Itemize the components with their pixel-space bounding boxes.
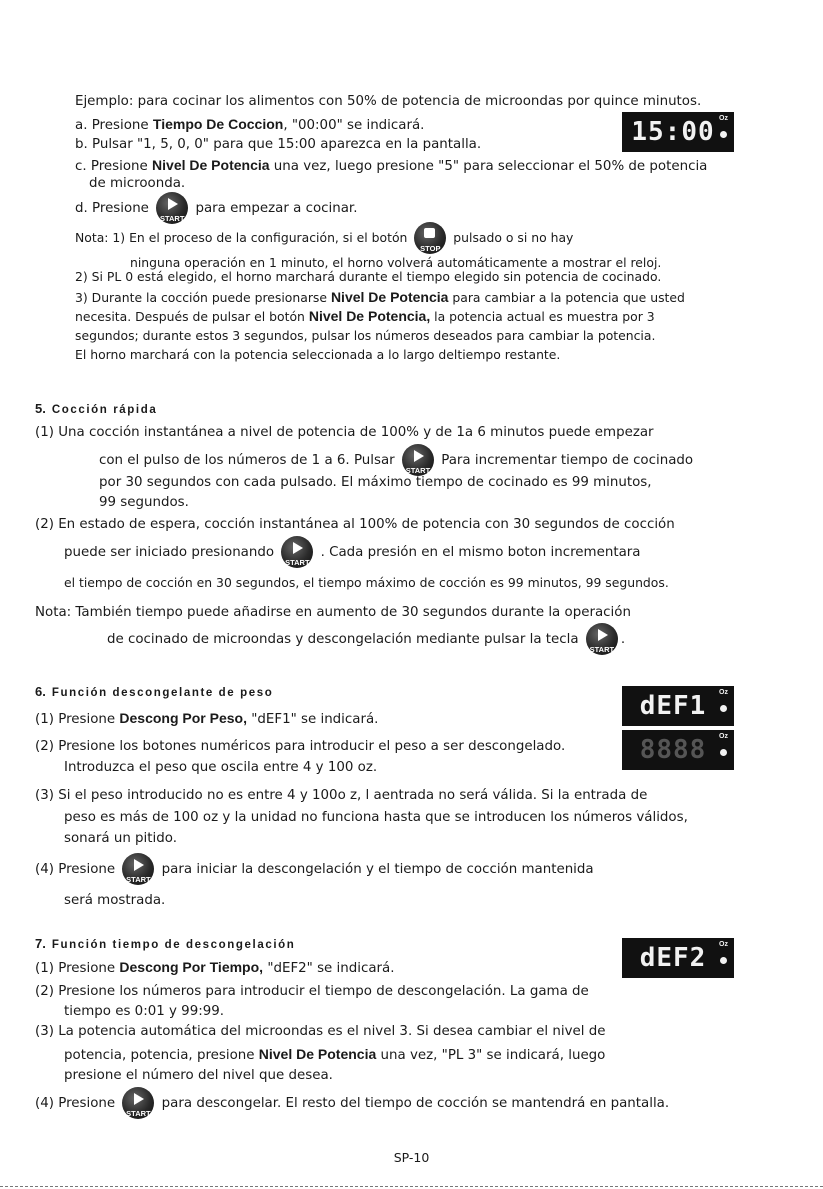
start-button-icon: START [156,192,188,224]
start-button-icon: START [122,1087,154,1119]
intro-line: Ejemplo: para cocinar los alimentos con 50% de potencia de microondas por quince minutos. [75,94,702,109]
section-5-heading: 5. Cocción rápida [35,401,158,416]
step-b: b. Pulsar "1, 5, 0, 0" para que 15:00 aparezca en la pantalla. [75,137,482,152]
indicator-dot-icon [720,957,727,964]
oz-indicator: Oz [719,941,728,948]
section-7-p3: (3) La potencia automática del microondas es el nivel 3. Si desea cambiar el nivel de [35,1024,606,1039]
section-6-p3-cont: sonará un pitido. [64,831,177,846]
section-6-heading: 6. Función descongelante de peso [35,684,274,699]
display-readout: dEF2 [639,943,707,973]
section-5-p1: (1) Una cocción instantánea a nivel de potencia de 100% y de 1a 6 minutos puede empezar [35,425,654,440]
indicator-dot-icon [720,705,727,712]
section-5-p1-cont: por 30 segundos con cada pulsado. El máximo tiempo de cocinado es 99 minutos, [99,475,652,490]
section-5-p1-cont: 99 segundos. [99,495,189,510]
section-7-p2: (2) Presione los números para introducir el tiempo de descongelación. La gama de [35,984,589,999]
section-7-heading: 7. Función tiempo de descongelación [35,936,296,951]
key-descong-por-peso: Descong Por Peso, [119,710,247,726]
display-readout: 15:00 [631,117,715,147]
display-panel-1 [622,112,734,152]
section-6-p4-cont: será mostrada. [64,893,166,908]
step-a: a. Presione Tiempo De Coccion, "00:00" se indicará. [75,116,425,133]
section-7-p2-cont: tiempo es 0:01 y 99:99. [64,1004,225,1019]
section-7-p1: (1) Presione Descong Por Tiempo, "dEF2" se indicará. [35,959,395,976]
start-button-icon: START [402,444,434,476]
key-nivel-de-potencia: Nivel De Potencia [258,1046,377,1062]
display-readout: 8888 [639,735,707,765]
section-5-nota-cont: de cocinado de microondas y descongelación mediante pulsar la tecla START . [107,631,625,649]
key-nivel-de-potencia: Nivel De Potencia, [308,308,431,324]
start-button-icon: START [586,623,618,655]
nota-3-cont: necesita. Después de pulsar el botón Nivel De Potencia, la potencia actual es muestra por 3 [75,308,655,324]
section-7-p4: (4) Presione START para descongelar. El resto del tiempo de cocción se mantendrá en pantalla. [35,1095,669,1113]
section-7-p3-cont: potencia, potencia, presione Nivel De Potencia una vez, "PL 3" se indicará, luego [64,1046,606,1063]
section-5-p2-cont: el tiempo de cocción en 30 segundos, el tiempo máximo de cocción es 99 minutos, 99 segundos. [64,575,669,590]
stop-button-icon: STOP [414,222,446,254]
section-7-p3-cont: presione el número del nivel que desea. [64,1068,333,1083]
display-panel-3 [622,730,734,770]
nota-3-cont: El horno marchará con la potencia seleccionada a lo largo deltiempo restante. [75,347,561,362]
section-6-p2: (2) Presione los botones numéricos para introducir el peso a ser descongelado. [35,739,566,754]
nota-2: 2) Si PL 0 está elegido, el horno marchará durante el tiempo elegido sin potencia de cocinado. [75,269,662,284]
step-c: c. Presione Nivel De Potencia una vez, luego presione "5" para seleccionar el 50% de potencia [75,157,708,174]
section-5-nota: Nota: También tiempo puede añadirse en aumento de 30 segundos durante la operación [35,605,631,620]
section-6-p1: (1) Presione Descong Por Peso, "dEF1" se indicará. [35,710,379,727]
nota-1-cont: ninguna operación en 1 minuto, el horno volverá automáticamente a mostrar el reloj. [130,255,662,270]
section-5-p1-cont: con el pulso de los números de 1 a 6. Pulsar START Para incrementar tiempo de cocinado [99,452,693,470]
nota-3-cont: segundos; durante estos 3 segundos, pulsar los números deseados para cambiar la potencia. [75,328,656,343]
section-5-p2-cont: puede ser iniciado presionando START . Cada presión en el mismo boton incrementara [64,544,641,562]
oz-indicator: Oz [719,115,728,122]
section-6-p4: (4) Presione START para iniciar la descongelación y el tiempo de cocción mantenida [35,861,594,879]
section-6-p2-cont: Introduzca el peso que oscila entre 4 y 100 oz. [64,760,378,775]
indicator-dot-icon [720,131,727,138]
step-d: d. Presione START para empezar a cocinar. [75,200,357,218]
display-panel-2 [622,686,734,726]
section-6-p3: (3) Si el peso introducido no es entre 4 y 100o z, l aentrada no será válida. Si la entrada de [35,788,648,803]
start-button-icon: START [281,536,313,568]
section-5-p2: (2) En estado de espera, cocción instantánea al 100% de potencia con 30 segundos de cocción [35,517,675,532]
step-c-cont: de microonda. [89,176,186,191]
page-number: SP-10 [393,1150,430,1165]
display-readout: dEF1 [639,691,707,721]
section-6-p3-cont: peso es más de 100 oz y la unidad no funciona hasta que se introducen los números válidos, [64,810,688,825]
start-button-icon: START [122,853,154,885]
oz-indicator: Oz [719,689,728,696]
key-nivel-de-potencia: Nivel De Potencia [152,157,270,173]
indicator-dot-icon [720,749,727,756]
key-tiempo-de-coccion: Tiempo De Coccion [152,116,284,132]
oz-indicator: Oz [719,733,728,740]
nota-3: 3) Durante la cocción puede presionarse Nivel De Potencia para cambiar a la potencia que usted [75,289,685,305]
page-bottom-rule [0,1186,823,1187]
nota-1: Nota: 1) En el proceso de la configuración, si el botón STOP pulsado o si no hay [75,229,573,247]
key-nivel-de-potencia: Nivel De Potencia [330,289,449,305]
display-panel-4 [622,938,734,978]
key-descong-por-tiempo: Descong Por Tiempo, [119,959,264,975]
